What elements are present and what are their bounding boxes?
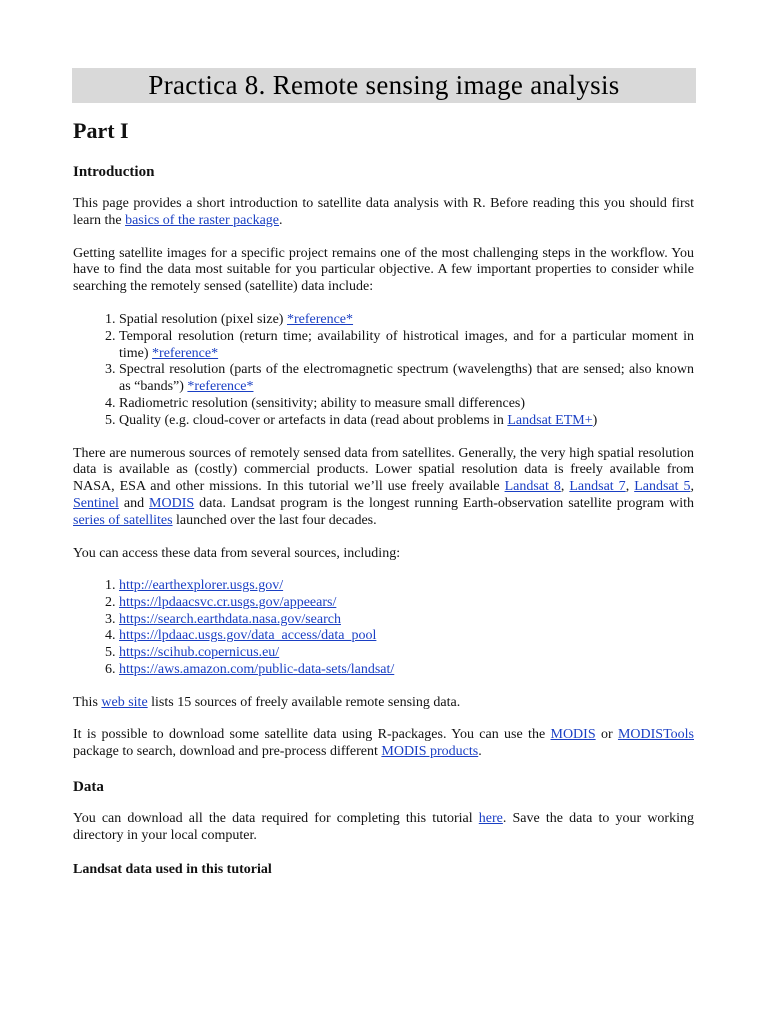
data-heading: Data — [73, 778, 104, 795]
list-item: 4. Radiometric resolution (sensitivity; ability to measure small differences) — [119, 396, 694, 413]
source-link[interactable]: https://scihub.copernicus.eu/ — [119, 645, 280, 661]
reference-link[interactable]: *reference* — [187, 379, 254, 395]
list-item: 3. Spectral resolution (parts of the electromagnetic spectrum (wavelengths) that are sensed; also known as “bands”) *reference* — [119, 362, 694, 396]
intro-paragraph-2: Getting satellite images for a specific project remains one of the most challenging steps in the workflow. You have to find the data most suitable for you particular objective. A few important properties to consider while searching the remotely sensed (satellite) data include: — [73, 245, 694, 295]
web-site-link[interactable]: web site — [101, 694, 148, 710]
data-paragraph: You can download all the data required for completing this tutorial here. Save the data to your working directory in your local computer. — [73, 810, 694, 843]
source-link[interactable]: https://aws.amazon.com/public-data-sets/landsat/ — [119, 661, 395, 677]
document-body — [73, 116, 694, 879]
reference-link[interactable]: *reference* — [152, 345, 219, 361]
landsat-data-subheading: Landsat data used in this tutorial — [73, 861, 272, 877]
landsat-etm-link[interactable]: Landsat ETM+ — [507, 412, 593, 428]
landsat-7-link[interactable]: Landsat 7 — [569, 479, 626, 495]
landsat-5-link[interactable]: Landsat 5 — [634, 479, 691, 495]
list-item — [119, 645, 694, 662]
modis-package-link[interactable]: MODIS — [550, 727, 596, 743]
download-here-link[interactable]: here — [478, 810, 503, 826]
sentinel-link[interactable]: Sentinel — [73, 495, 119, 511]
series-of-satellites-link[interactable]: series of satellites — [73, 512, 173, 528]
intro-paragraph-5: This web site lists 15 sources of freely available remote sensing data. — [73, 694, 461, 710]
modistools-link[interactable]: MODISTools — [617, 727, 694, 743]
intro-paragraph-1: This page provides a short introduction to satellite data analysis with R. Before reading this you should first learn the basics of the raster package. — [73, 196, 694, 228]
list-item — [119, 628, 694, 645]
introduction-heading: Introduction — [73, 164, 155, 180]
properties-list — [73, 312, 694, 430]
list-item — [119, 612, 694, 629]
list-item: 5. Quality (e.g. cloud-cover or artefacts in data (read about problems in Landsat ETM+) — [119, 413, 694, 430]
title-banner — [72, 68, 696, 103]
page-title: Practica 8. Remote sensing image analysis — [148, 70, 620, 100]
list-item: 2. Temporal resolution (return time; availability of histrotical images, and for a particular moment in time) *reference* — [119, 329, 694, 363]
intro-paragraph-6: It is possible to download some satellite data using R-packages. You can use the MODIS or MODISTools package to search, download and pre-process different MODIS products. — [73, 727, 694, 760]
intro-paragraph-4: You can access these data from several sources, including: — [73, 545, 401, 561]
sources-list — [73, 578, 694, 678]
source-link[interactable]: https://search.earthdata.nasa.gov/search — [119, 611, 341, 627]
reference-link[interactable]: *reference* — [286, 311, 354, 327]
raster-basics-link[interactable]: basics of the raster package — [125, 212, 280, 228]
source-link[interactable]: https://lpdaacsvc.cr.usgs.gov/appeears/ — [119, 595, 337, 611]
list-item: 1. Spatial resolution (pixel size) *reference* — [119, 312, 694, 329]
modis-products-link[interactable]: MODIS products — [381, 744, 479, 760]
list-item — [119, 595, 694, 612]
part-heading: Part I — [73, 118, 129, 143]
landsat-8-link[interactable]: Landsat 8 — [504, 479, 561, 495]
list-item — [119, 662, 694, 679]
source-link[interactable]: https://lpdaac.usgs.gov/data_access/data_pool — [119, 628, 377, 644]
source-link[interactable]: http://earthexplorer.usgs.gov/ — [119, 578, 284, 594]
intro-paragraph-3: There are numerous sources of remotely sensed data from satellites. Generally, the very high spatial resolution data is available as (costly) commercial products. Lower spatial resolution data is freely available from NASA, ESA and other missions. In this tutorial we’ll use freely available Landsat 8, Landsat 7, Landsat 5, Sentinel and MODIS data. Landsat program is the longest running Earth-observation satellite program with series of satellites launched over the last four decades. — [73, 445, 694, 528]
list-item — [119, 578, 694, 595]
modis-link[interactable]: MODIS — [149, 495, 195, 511]
